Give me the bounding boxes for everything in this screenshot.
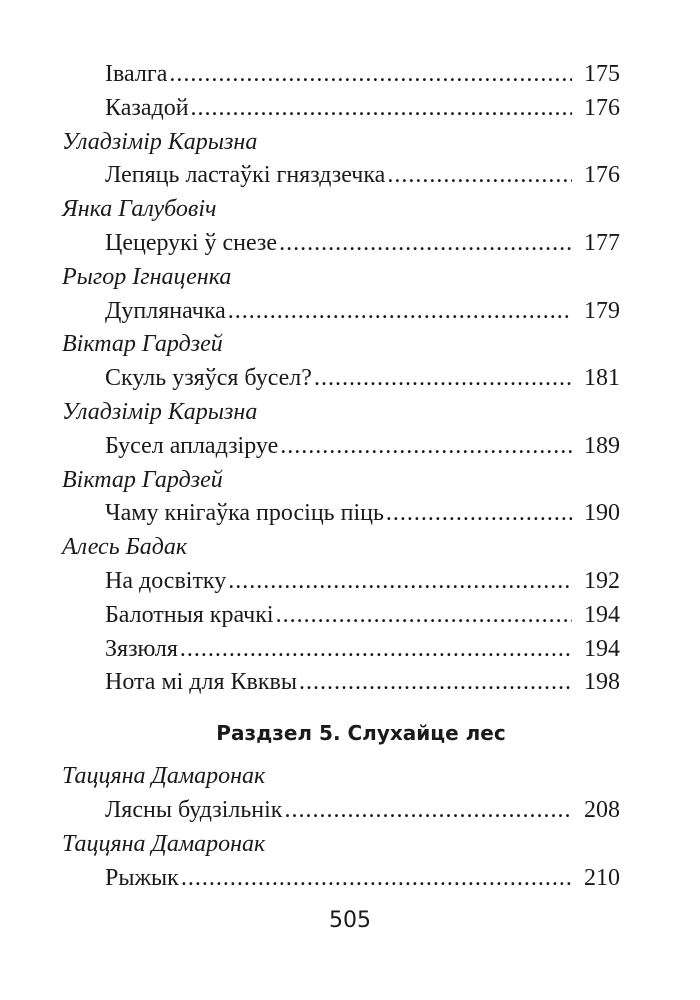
toc-author: Таццяна Дамаронак bbox=[62, 763, 266, 790]
toc-entry[interactable] bbox=[62, 794, 620, 828]
toc-entry[interactable] bbox=[62, 497, 620, 531]
entry-page: 177 bbox=[584, 229, 620, 256]
entry-page: 176 bbox=[584, 94, 620, 121]
toc-author: Таццяна Дамаронак bbox=[62, 830, 266, 857]
entry-page: 179 bbox=[584, 297, 620, 324]
toc-entry[interactable] bbox=[62, 362, 620, 396]
dot-leader bbox=[169, 58, 572, 92]
entry-page: 190 bbox=[584, 500, 620, 527]
toc-entry[interactable] bbox=[62, 599, 620, 633]
toc-author: Уладзімір Карызна bbox=[62, 128, 258, 155]
entry-page: 175 bbox=[584, 61, 620, 87]
toc-entry[interactable] bbox=[62, 862, 620, 896]
entry-title: Скуль узяўся бусел? bbox=[105, 365, 312, 392]
dot-leader bbox=[228, 565, 572, 599]
entry-title: Івалга bbox=[105, 61, 168, 87]
entry-title: Чаму кнігаўка просіць піць bbox=[105, 500, 384, 527]
entry-title: На досвітку bbox=[105, 567, 227, 594]
dot-leader bbox=[299, 666, 572, 700]
entry-page: 176 bbox=[584, 162, 620, 189]
toc-author: Алесь Бадак bbox=[62, 534, 188, 561]
toc-author: Віктар Гардзей bbox=[62, 331, 223, 358]
dot-leader bbox=[180, 633, 572, 667]
entry-title: Балотныя крачкі bbox=[105, 601, 274, 628]
dot-leader bbox=[181, 862, 572, 896]
entry-title: Казадой bbox=[105, 94, 189, 121]
dot-leader bbox=[387, 159, 572, 193]
toc-entry[interactable] bbox=[62, 159, 620, 193]
dot-leader bbox=[276, 599, 572, 633]
entry-page: 194 bbox=[584, 635, 620, 662]
entry-page: 192 bbox=[584, 567, 620, 594]
dot-leader bbox=[228, 295, 572, 329]
entry-title: Лясны будзільнік bbox=[105, 796, 283, 823]
entry-page: 198 bbox=[584, 669, 620, 696]
dot-leader bbox=[279, 227, 572, 261]
section-heading: Раздзел 5. Слухайце лес bbox=[216, 721, 506, 746]
toc-entry[interactable] bbox=[62, 227, 620, 261]
entry-title: Дупляначка bbox=[105, 297, 226, 324]
toc-entry[interactable] bbox=[62, 295, 620, 329]
entry-title: Лепяць ластаўкі гняздзечка bbox=[105, 162, 386, 189]
table-of-contents bbox=[62, 58, 620, 895]
entry-page: 210 bbox=[584, 864, 620, 891]
entry-page: 189 bbox=[584, 432, 620, 459]
entry-page: 181 bbox=[584, 365, 620, 392]
entry-title: Бусел апладзіруе bbox=[105, 432, 279, 459]
entry-title: Нота мі для Квквы bbox=[105, 669, 297, 696]
toc-author: Рыгор Ігнаценка bbox=[62, 263, 232, 290]
toc-author: Уладзімір Карызна bbox=[62, 398, 258, 425]
entry-title: Рыжык bbox=[105, 864, 179, 891]
entry-title: Зязюля bbox=[105, 635, 178, 662]
entry-title: Цецерукі ў снезе bbox=[105, 229, 278, 256]
entry-page: 208 bbox=[584, 796, 620, 823]
toc-entry[interactable] bbox=[62, 58, 620, 92]
dot-leader bbox=[191, 92, 572, 126]
dot-leader bbox=[280, 430, 572, 464]
toc-entry[interactable] bbox=[62, 565, 620, 599]
dot-leader bbox=[314, 362, 572, 396]
toc-entry[interactable] bbox=[62, 633, 620, 667]
toc-entry[interactable] bbox=[62, 430, 620, 464]
dot-leader bbox=[284, 794, 572, 828]
toc-entry[interactable] bbox=[62, 92, 620, 126]
toc-entry[interactable] bbox=[62, 666, 620, 700]
toc-author: Віктар Гардзей bbox=[62, 466, 223, 493]
page-number: 505 bbox=[329, 908, 371, 933]
entry-page: 194 bbox=[584, 601, 620, 628]
dot-leader bbox=[386, 497, 572, 531]
toc-author: Янка Галубовіч bbox=[62, 196, 217, 223]
